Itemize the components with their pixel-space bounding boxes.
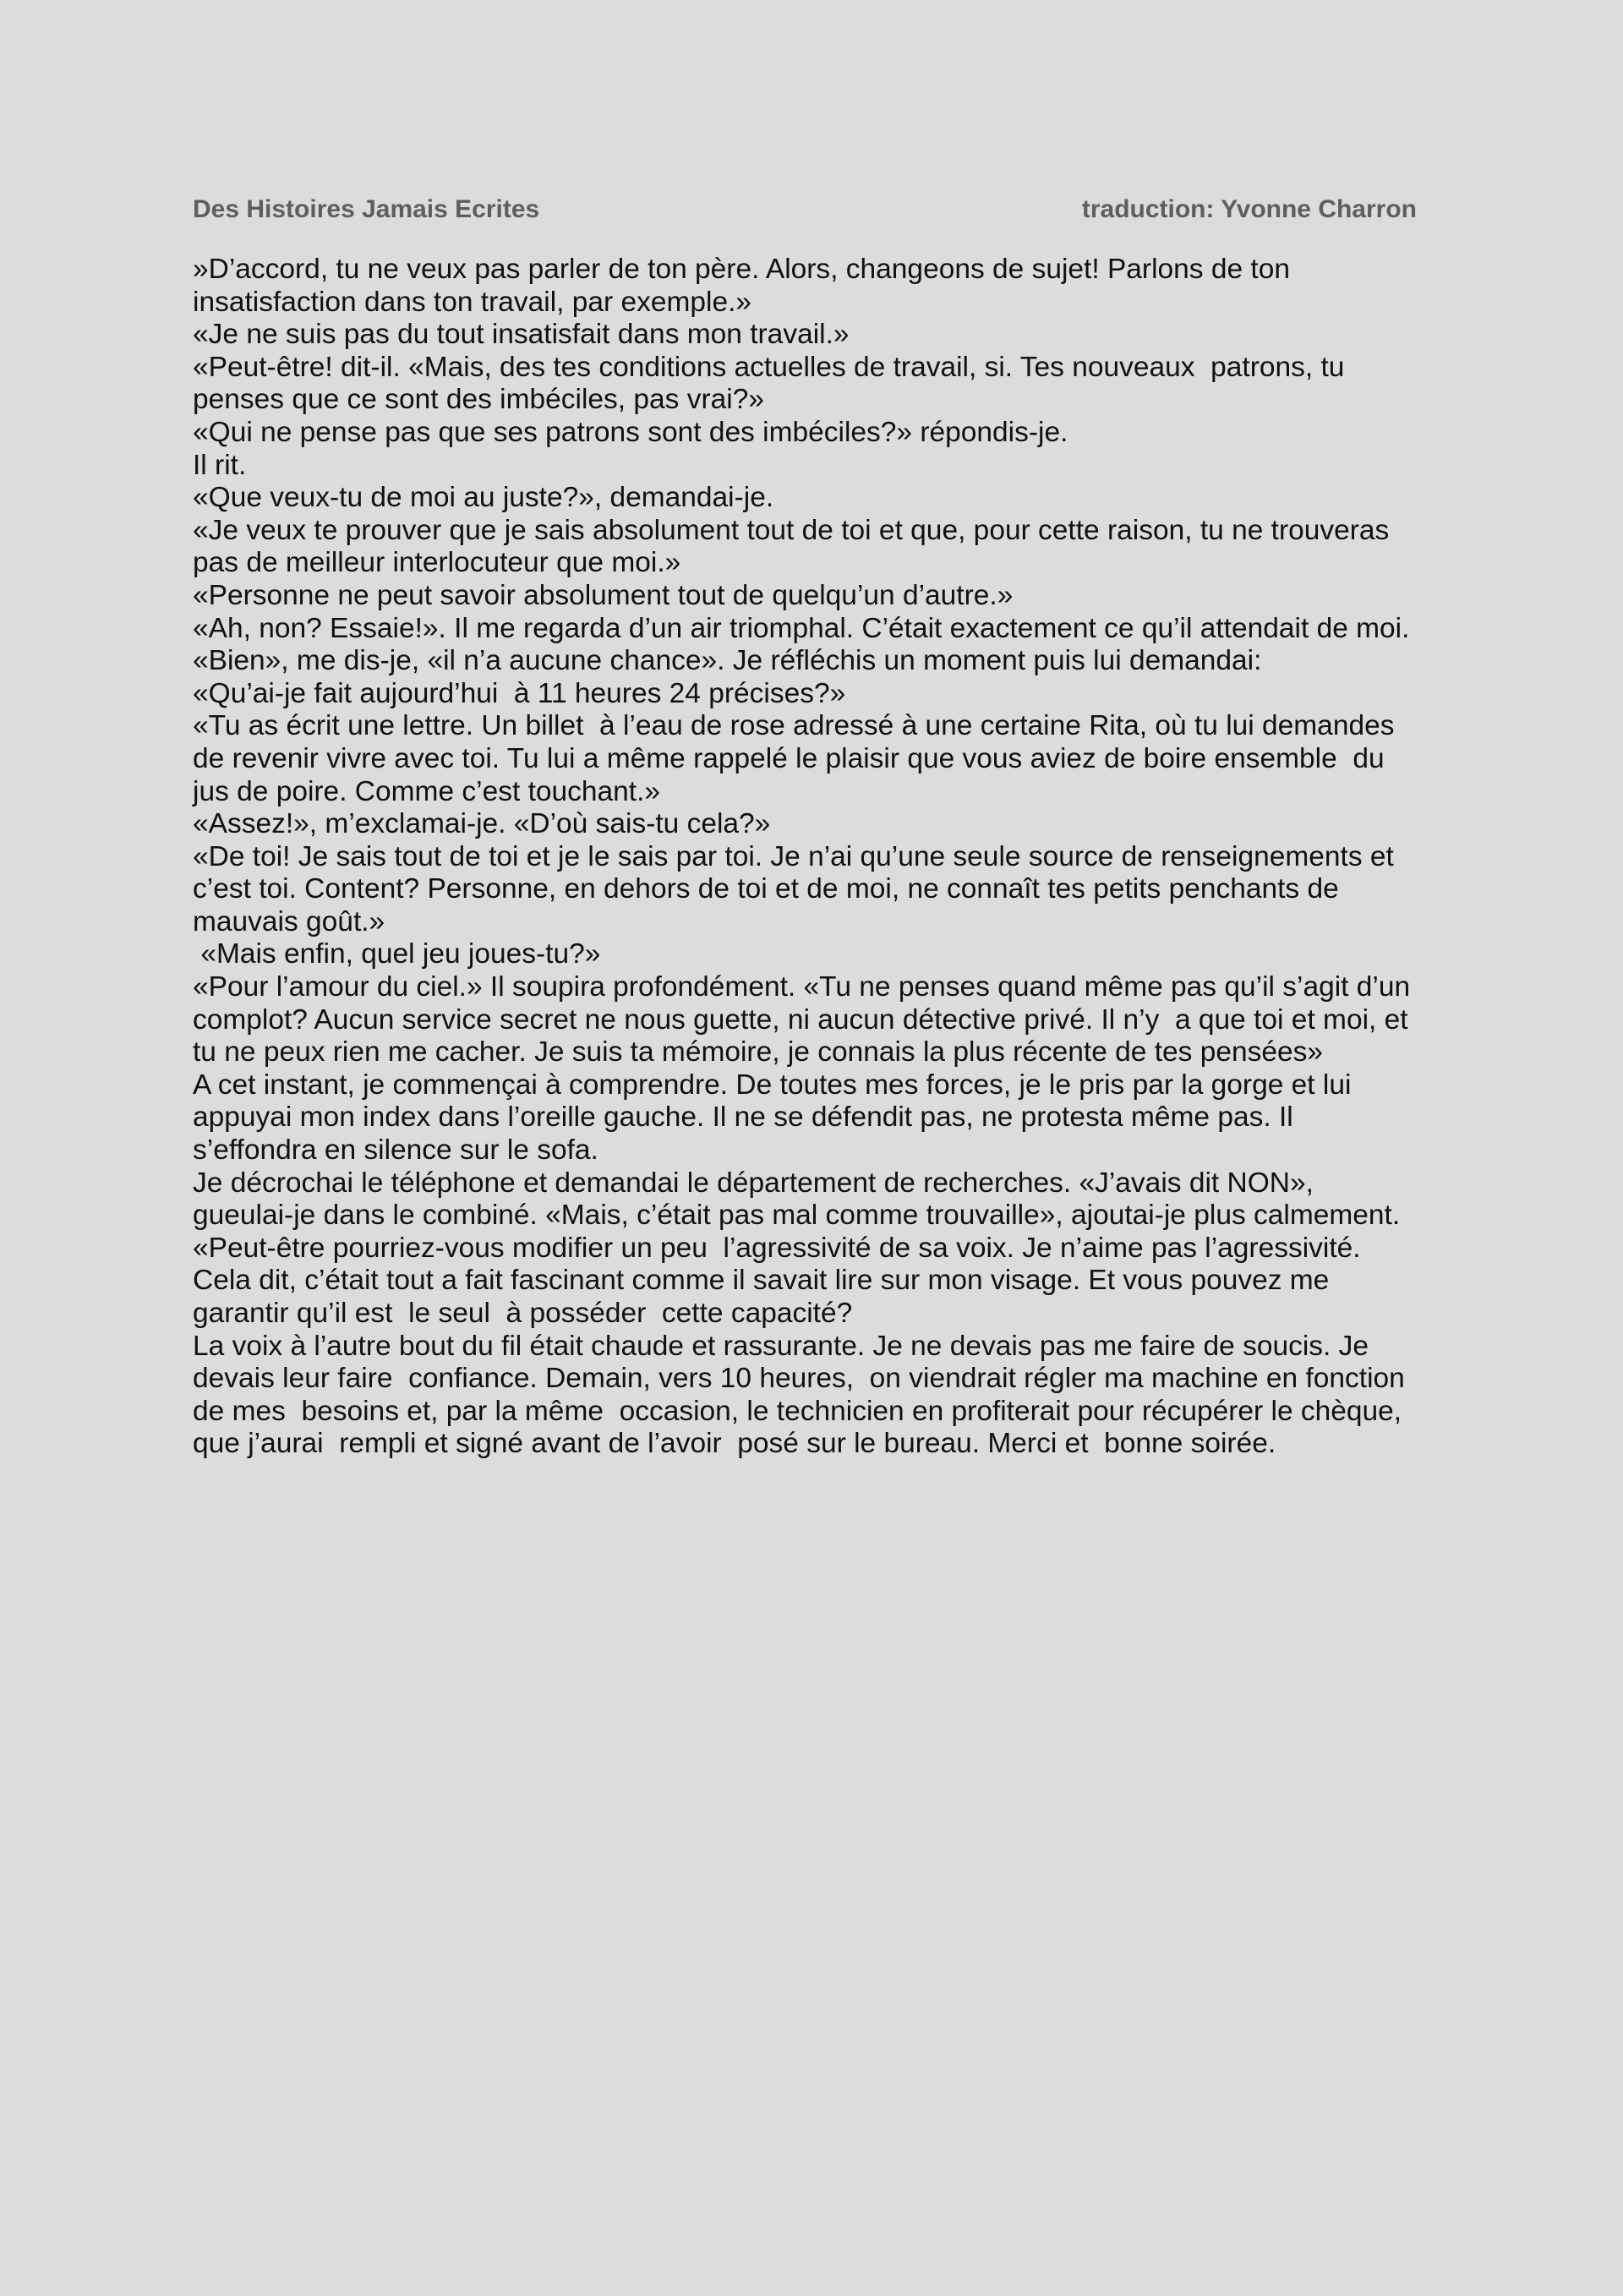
page-header — [193, 189, 1417, 230]
translator-credit: traduction: Yvonne Charron — [1081, 195, 1417, 223]
paragraph: Il rit. — [193, 449, 247, 481]
story-text — [193, 254, 1417, 1461]
paragraph: A cet instant, je commençai à comprendre. De toutes mes forces, je le pris par la gorge et lui appuyai mon index dans l’oreille gauche. Il ne se défendit pas, ne protesta même pas. Il s’effondra en silence sur le sofa. — [193, 1069, 1359, 1167]
paragraph: «Mais enfin, quel jeu joues-tu?» — [193, 938, 601, 970]
paragraph: Je décrochai le téléphone et demandai le département de recherches. «J’avais dit NON», gueulai-je dans le combiné. «Mais, c’était pas mal comme trouvaille», ajoutai-je plus calmement. «Peut-être pourriez-vous modifier un peu l’agressivité de sa voix. Je n’aime pas l’agressivité. Cela dit, c’était tout a fait fascinant comme il savait lire sur mon visage. Et vous pouvez me garantir qu’il est le seul à posséder cette capacité? — [193, 1167, 1416, 1329]
paragraph: «Assez!», m’exclamai-je. «D’où sais-tu cela?» — [193, 808, 771, 840]
paragraph: «Ah, non? Essaie!». Il me regarda d’un air triomphal. C’était exactement ce qu’il attendait de moi. «Bien», me dis-je, «il n’a aucune chance». Je réfléchis un moment puis lui demandai: — [193, 612, 1418, 677]
book-title: Des Histoires Jamais Ecrites — [193, 195, 540, 223]
paragraph: «Je ne suis pas du tout insatisfait dans mon travail.» — [193, 319, 850, 351]
paragraph: «Peut-être! dit-il. «Mais, des tes conditions actuelles de travail, si. Tes nouveaux patrons, tu penses que ce sont des imbéciles, pas vrai?» — [193, 351, 1352, 416]
page — [193, 189, 1417, 1461]
paragraph: «De toi! Je sais tout de toi et je le sais par toi. Je n’ai qu’une seule source de renseignements et c’est toi. Content? Personne, en dehors de toi et de moi, ne connaît tes petits penchants de mauvais goût.» — [193, 840, 1402, 938]
paragraph: «Qui ne pense pas que ses patrons sont des imbéciles?» répondis-je. — [193, 416, 1068, 448]
paragraph: «Pour l’amour du ciel.» Il soupira profondément. «Tu ne penses quand même pas qu’il s’agit d’un complot? Aucun service secret ne nous guette, ni aucun détective privé. Il n’y a que toi et moi, et tu ne peux rien me cacher. Je suis ta mémoire, je connais la plus récente de tes pensées» — [193, 971, 1418, 1069]
paragraph: «Tu as écrit une lettre. Un billet à l’eau de rose adressé à une certaine Rita, où tu lui demandes de revenir vivre avec toi. Tu lui a même rappelé le plaisir que vous aviez de boire ensemble du jus de poire. Comme c’est touchant.» — [193, 710, 1402, 807]
paragraph: La voix à l’autre bout du fil était chaude et rassurante. Je ne devais pas me faire de soucis. Je devais leur faire confiance. Demain, vers 10 heures, on viendrait régler ma machine en fonction de mes besoins et, par la même occasion, le technicien en profiterait pour récupérer le chèque, que j’aurai rempli et signé avant de l’avoir posé sur le bureau. Merci et bonne soirée. — [193, 1330, 1413, 1460]
paragraph: »D’accord, tu ne veux pas parler de ton père. Alors, changeons de sujet! Parlons de ton insatisfaction dans ton travail, par exemple.» — [193, 254, 1298, 318]
paragraph: «Je veux te prouver que je sais absolument tout de toi et que, pour cette raison, tu ne trouveras pas de meilleur interlocuteur que moi.» — [193, 514, 1397, 579]
paragraph: «Personne ne peut savoir absolument tout de quelqu’un d’autre.» — [193, 579, 1014, 611]
paragraph: «Qu’ai-je fait aujourd’hui à 11 heures 24 précises?» — [193, 677, 846, 709]
paragraph: «Que veux-tu de moi au juste?», demandai-je. — [193, 482, 774, 514]
